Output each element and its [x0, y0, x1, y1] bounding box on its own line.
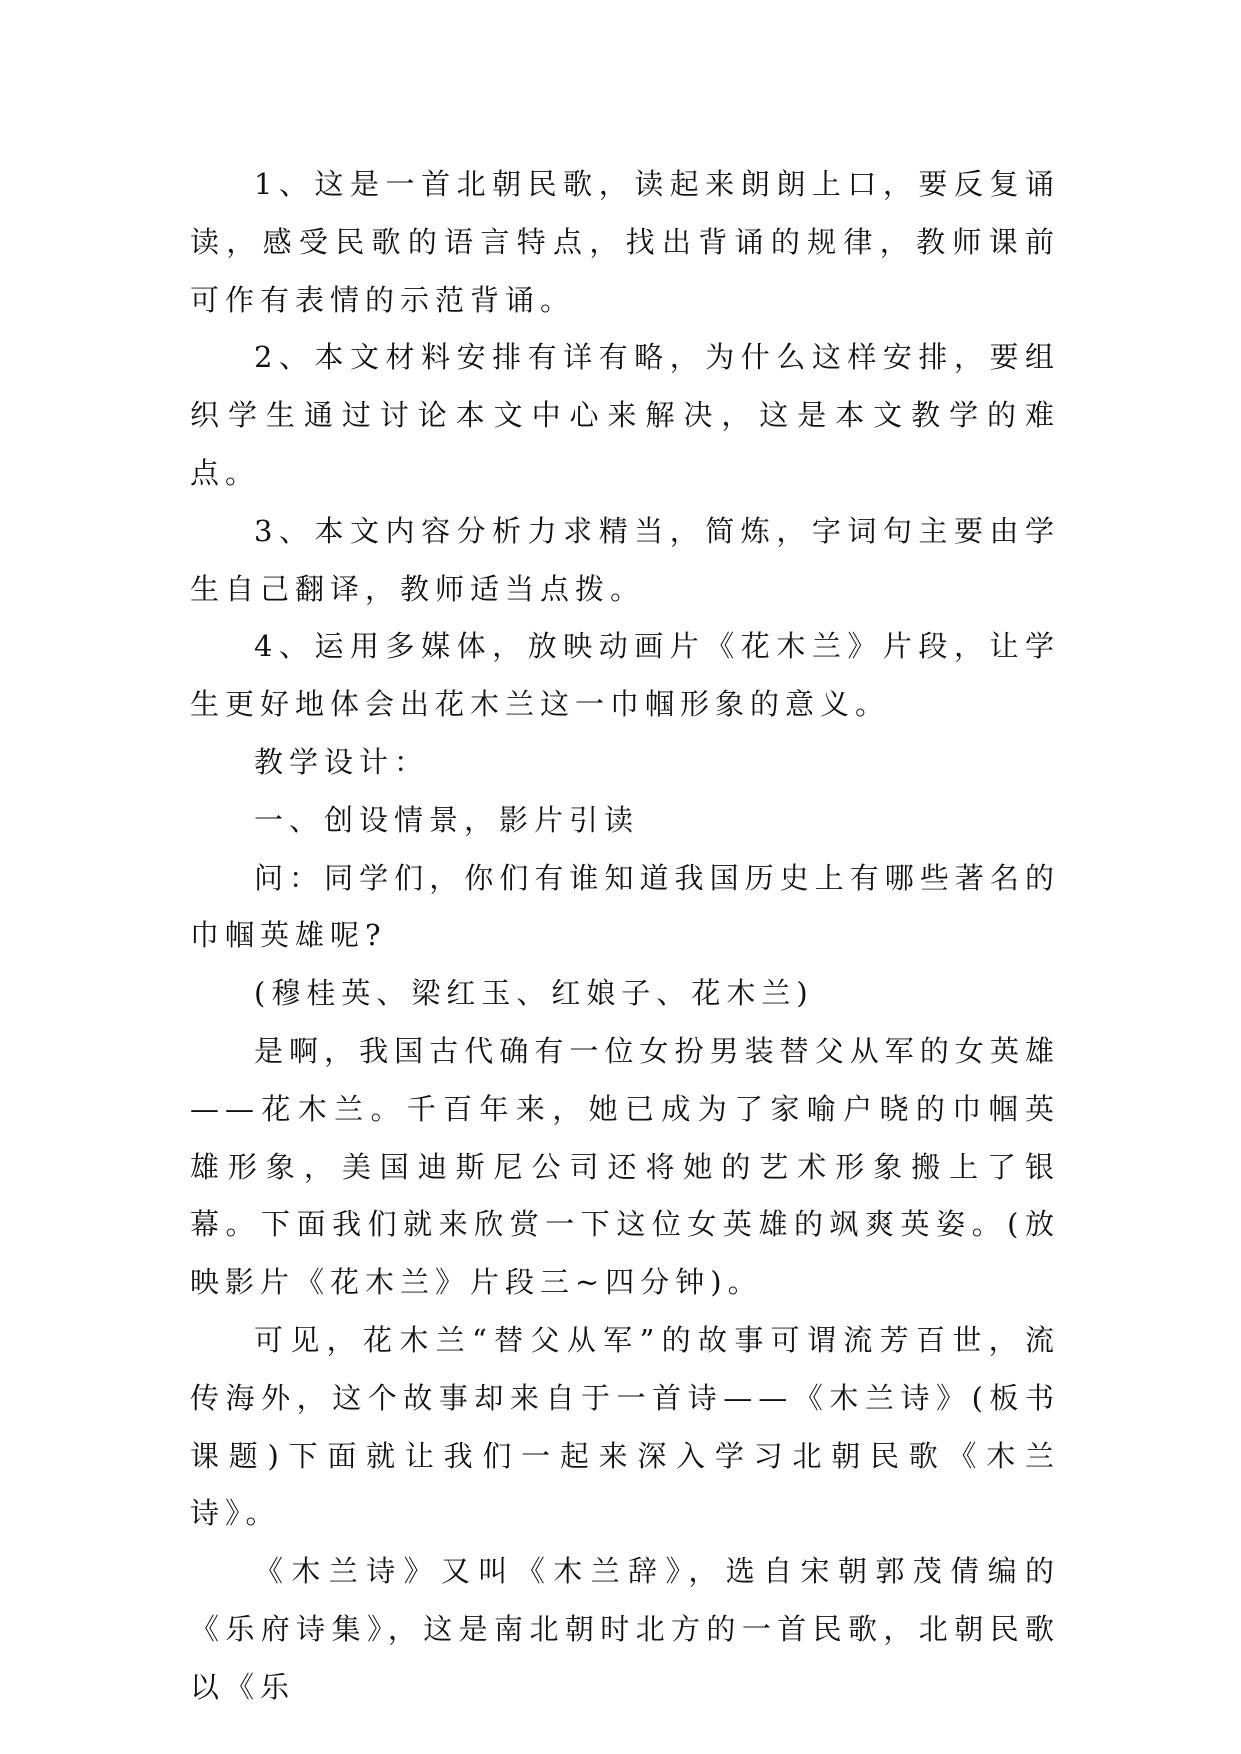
document-body — [190, 156, 1060, 1717]
paragraph-transition: 可见，花木兰“替父从军”的故事可谓流芳百世，流传海外，这个故事却来自于一首诗——《木兰诗》(板书课题)下面就让我们一起来深入学习北朝民歌《木兰诗》。 — [190, 1322, 1060, 1531]
paragraph-point-3: 3、本文内容分析力求精当，简炼，字词句主要由学生自己翻译，教师适当点拨。 — [190, 513, 1060, 606]
paragraph-answer: (穆桂英、梁红玉、红娘子、花木兰) — [254, 976, 814, 1011]
subsection-heading-1: 一、创设情景，影片引读 — [254, 802, 640, 837]
paragraph-question: 问：同学们，你们有谁知道我国历史上有哪些著名的巾帼英雄呢? — [190, 860, 1060, 953]
paragraph-point-4: 4、运用多媒体，放映动画片《花木兰》片段，让学生更好地体会出花木兰这一巾帼形象的意义。 — [190, 629, 1060, 722]
paragraph-point-2: 2、本文材料安排有详有略，为什么这样安排，要组织学生通过讨论本文中心来解决，这是本文教学的难点。 — [190, 340, 1060, 490]
section-heading-teaching-design: 教学设计： — [254, 744, 430, 779]
paragraph-source: 《木兰诗》又叫《木兰辞》，选自宋朝郭茂倩编的《乐府诗集》，这是南北朝时北方的一首民歌，北朝民歌以《乐 — [190, 1554, 1060, 1704]
paragraph-point-1: 1、这是一首北朝民歌，读起来朗朗上口，要反复诵读，感受民歌的语言特点，找出背诵的规律，教师课前可作有表情的示范背诵。 — [190, 167, 1060, 317]
paragraph-introduction: 是啊，我国古代确有一位女扮男装替父从军的女英雄——花木兰。千百年来，她已成为了家喻户晓的巾帼英雄形象，美国迪斯尼公司还将她的艺术形象搬上了银幕。下面我们就来欣赏一下这位女英雄的飒爽英姿。(放映影片《花木兰》片段三~四分钟)。 — [190, 1033, 1060, 1300]
